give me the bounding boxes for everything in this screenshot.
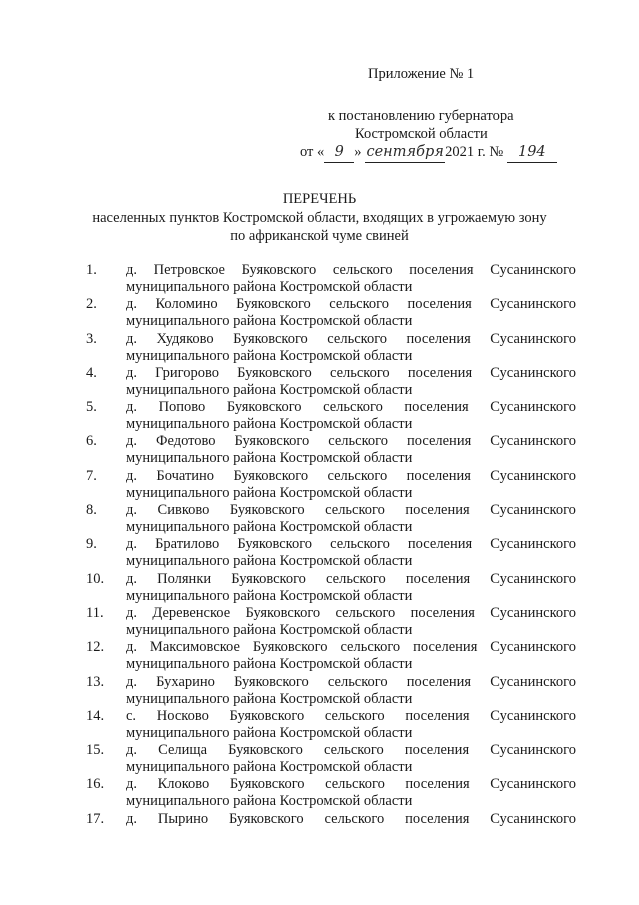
settlement-name: Сивково [157,502,210,519]
handwritten-month: сентября [365,142,445,163]
settlement-descriptor-word: Сусанинского [490,810,576,827]
settlement-type: д. [126,296,138,313]
list-item [86,605,576,639]
date-prefix: от « [300,144,325,160]
list-item [86,708,576,742]
settlement-descriptor-word: поселения [410,604,475,621]
settlement-descriptor-word: Буяковского [236,296,311,313]
item-number: 15. [86,742,105,759]
document-title [0,190,639,245]
settlement-name: Максимовское [149,639,240,656]
handwritten-number: 194 [507,142,557,163]
item-line1 [126,811,576,828]
item-line1 [126,502,576,519]
settlement-descriptor-word: Сусанинского [490,639,576,656]
settlement-descriptor-word: Буяковского [245,604,321,621]
settlement-descriptor-word: Буяковского [233,330,308,347]
item-line1 [126,433,576,450]
date-year: 2021 г. № [445,144,504,160]
settlement-descriptor-word: Сусанинского [490,330,576,347]
settlement-descriptor-word: Буяковского [231,570,306,587]
settlement-descriptor-word: Сусанинского [490,570,576,587]
settlement-descriptor-word: поселения [407,536,473,553]
item-line1 [126,296,576,313]
list-item [86,674,576,708]
settlement-type: д. [126,673,138,690]
settlement-descriptor-word: сельского [325,502,385,519]
item-line2: муниципального района Костромской области [126,519,413,536]
settlement-type: д. [126,742,138,759]
settlement-descriptor-word: сельского [332,262,393,278]
settlement-descriptor-word: сельского [327,330,388,347]
item-line2: муниципального района Костромской области [126,450,413,467]
settlement-type: д. [126,639,138,656]
settlement-descriptor-word: Буяковского [228,742,303,759]
settlement-descriptor-word: сельского [324,810,385,827]
settlement-name: Попово [158,399,206,416]
item-number: 13. [86,673,105,690]
settlement-descriptor-word: поселения [406,330,471,347]
settlement-descriptor-word: поселения [406,467,471,484]
settlement-descriptor-word: сельского [340,639,401,656]
item-line1 [126,468,576,485]
settlement-descriptor-word: поселения [407,296,472,313]
settlement-descriptor-word: Буяковского [229,776,305,793]
list-item [86,639,576,673]
item-line1 [126,536,576,553]
list-item [86,811,576,845]
item-number: 12. [86,639,105,656]
settlement-name: Клоково [157,776,210,793]
settlement-type: д. [126,467,138,484]
settlement-name: Худяково [156,330,214,347]
list-item [86,331,576,365]
settlement-descriptor-word: сельского [323,742,384,759]
item-line2: муниципального района Костромской области [126,587,413,604]
settlement-descriptor-word: поселения [406,673,472,690]
settlement-descriptor-word: сельского [328,433,388,450]
settlement-descriptor-word: поселения [405,570,471,587]
settlement-name: Бухарино [156,673,215,690]
settlement-descriptor-word: Сусанинского [490,262,576,278]
settlement-descriptor-word: сельского [330,536,390,553]
item-line2: муниципального района Костромской области [126,381,413,398]
item-line2: муниципального района Костромской области [126,279,413,295]
settlement-descriptor-word: Буяковского [234,433,310,450]
list-item [86,262,576,296]
list-item [86,433,576,467]
settlement-name: Коломино [155,296,218,313]
settlement-descriptor-word: Буяковского [233,467,309,484]
item-line2: муниципального района Костромской области [126,416,413,433]
settlement-name: Селища [158,742,208,759]
settlement-descriptor-word: Сусанинского [490,776,576,793]
settlement-descriptor-word: сельского [327,467,388,484]
settlement-type: д. [126,262,138,278]
settlement-name: Бочатино [156,467,215,484]
settlement-descriptor-word: поселения [405,776,470,793]
list-item [86,468,576,502]
list-item [86,571,576,605]
settlement-type: д. [126,570,138,587]
item-line1 [126,674,576,691]
settlement-descriptor-word: поселения [405,707,470,724]
settlement-type: д. [126,330,138,347]
settlement-descriptor-word: Буяковского [228,810,304,827]
settlement-descriptor-word: поселения [405,502,470,519]
settlement-type: д. [126,536,138,553]
item-line2: муниципального района Костромской области [126,690,413,707]
title-main: ПЕРЕЧЕНЬ [282,191,357,207]
settlement-descriptor-word: сельского [335,604,396,621]
item-line1 [126,639,576,656]
settlement-descriptor-word: Буяковского [237,536,313,553]
item-line1 [126,605,576,622]
settlement-descriptor-word: Сусанинского [490,399,576,416]
item-number: 11. [86,604,104,621]
item-number: 17. [86,810,105,827]
item-line1 [126,708,576,725]
settlement-descriptor-word: Буяковского [234,673,309,690]
settlement-name: Федотово [156,433,216,450]
settlement-descriptor-word: Сусанинского [490,364,576,381]
settlement-descriptor-word: поселения [413,639,478,656]
title-subtitle-line1: населенных пунктов Костромской области, входящих в угрожаемую зону [92,210,547,226]
settlement-name: Петровское [153,262,225,278]
settlement-descriptor-word: сельского [325,776,385,793]
item-line2: муниципального района Костромской области [126,724,413,741]
item-line1 [126,776,576,793]
list-item [86,296,576,330]
settlement-descriptor-word: сельского [329,364,390,381]
settlement-list [86,262,576,845]
item-line1 [126,365,576,382]
appendix-title: Приложение № 1 [368,66,475,82]
settlement-descriptor-word: поселения [405,810,470,827]
item-line2: муниципального района Костромской области [126,484,413,501]
settlement-descriptor-word: Буяковского [241,262,317,278]
item-number: 14. [86,707,105,724]
settlement-type: д. [126,810,138,827]
item-number: 10. [86,570,105,587]
list-item [86,365,576,399]
item-line2: муниципального района Костромской области [126,347,413,364]
item-line2: муниципального района Костромской области [126,656,413,673]
settlement-descriptor-word: Сусанинского [490,296,576,313]
title-subtitle-line2: по африканской чуме свиней [230,228,409,244]
item-number: 7. [86,467,97,484]
settlement-descriptor-word: Сусанинского [490,502,576,519]
list-item [86,502,576,536]
settlement-name: Носково [156,707,209,724]
settlement-descriptor-word: Сусанинского [490,467,576,484]
settlement-descriptor-word: Буяковского [237,364,312,381]
settlement-descriptor-word: сельского [326,570,386,587]
item-number: 16. [86,776,105,793]
settlement-descriptor-word: Сусанинского [490,673,576,690]
settlement-descriptor-word: поселения [404,742,470,759]
settlement-type: д. [126,502,138,519]
decree-reference: к постановлению губернатора [328,108,514,124]
list-item [86,776,576,810]
settlement-descriptor-word: Сусанинского [490,742,576,759]
item-line1 [126,262,576,279]
item-number: 9. [86,536,97,553]
decree-date-line [300,142,557,163]
item-line2: муниципального района Костромской области [126,759,413,776]
settlement-type: д. [126,399,138,416]
item-number: 2. [86,296,97,313]
settlement-descriptor-word: поселения [404,399,469,416]
settlement-descriptor-word: Буяковского [229,502,305,519]
item-line1 [126,331,576,348]
handwritten-day: 9 [324,142,354,163]
settlement-type: д. [126,433,138,450]
item-number: 1. [86,262,97,278]
settlement-descriptor-word: Сусанинского [490,604,576,621]
list-item [86,536,576,570]
settlement-descriptor-word: сельского [324,707,385,724]
settlement-type: д. [126,364,138,381]
settlement-descriptor-word: сельского [327,673,388,690]
item-number: 3. [86,330,97,347]
settlement-descriptor-word: сельского [329,296,390,313]
settlement-descriptor-word: Сусанинского [490,707,576,724]
settlement-descriptor-word: Сусанинского [490,536,576,553]
date-quote-close: » [354,144,362,160]
decree-region: Костромской области [355,126,488,142]
settlement-type: д. [126,776,138,793]
settlement-name: Григорово [155,364,219,381]
settlement-name: Братилово [155,536,220,553]
item-line2: муниципального района Костромской области [126,621,413,638]
item-number: 5. [86,399,97,416]
item-line1 [126,742,576,759]
settlement-type: с. [126,707,137,724]
settlement-type: д. [126,604,138,621]
settlement-name: Полянки [157,570,212,587]
item-line2: муниципального района Костромской области [126,793,413,810]
settlement-descriptor-word: поселения [406,433,472,450]
settlement-descriptor-word: Буяковского [229,707,305,724]
item-number: 6. [86,433,97,450]
settlement-name: Деревенское [152,604,231,621]
settlement-descriptor-word: Сусанинского [490,433,576,450]
item-line1 [126,399,576,416]
settlement-descriptor-word: Буяковского [252,639,328,656]
settlement-name: Пырино [157,810,209,827]
settlement-descriptor-word: сельского [323,399,383,416]
settlement-descriptor-word: Буяковского [226,399,302,416]
list-item [86,399,576,433]
item-line2: муниципального района Костромской области [126,313,413,330]
settlement-descriptor-word: поселения [407,364,473,381]
list-item [86,742,576,776]
item-number: 8. [86,502,97,519]
item-line2: муниципального района Костромской области [126,553,413,570]
item-number: 4. [86,364,97,381]
item-line1 [126,571,576,588]
settlement-descriptor-word: поселения [409,262,474,278]
